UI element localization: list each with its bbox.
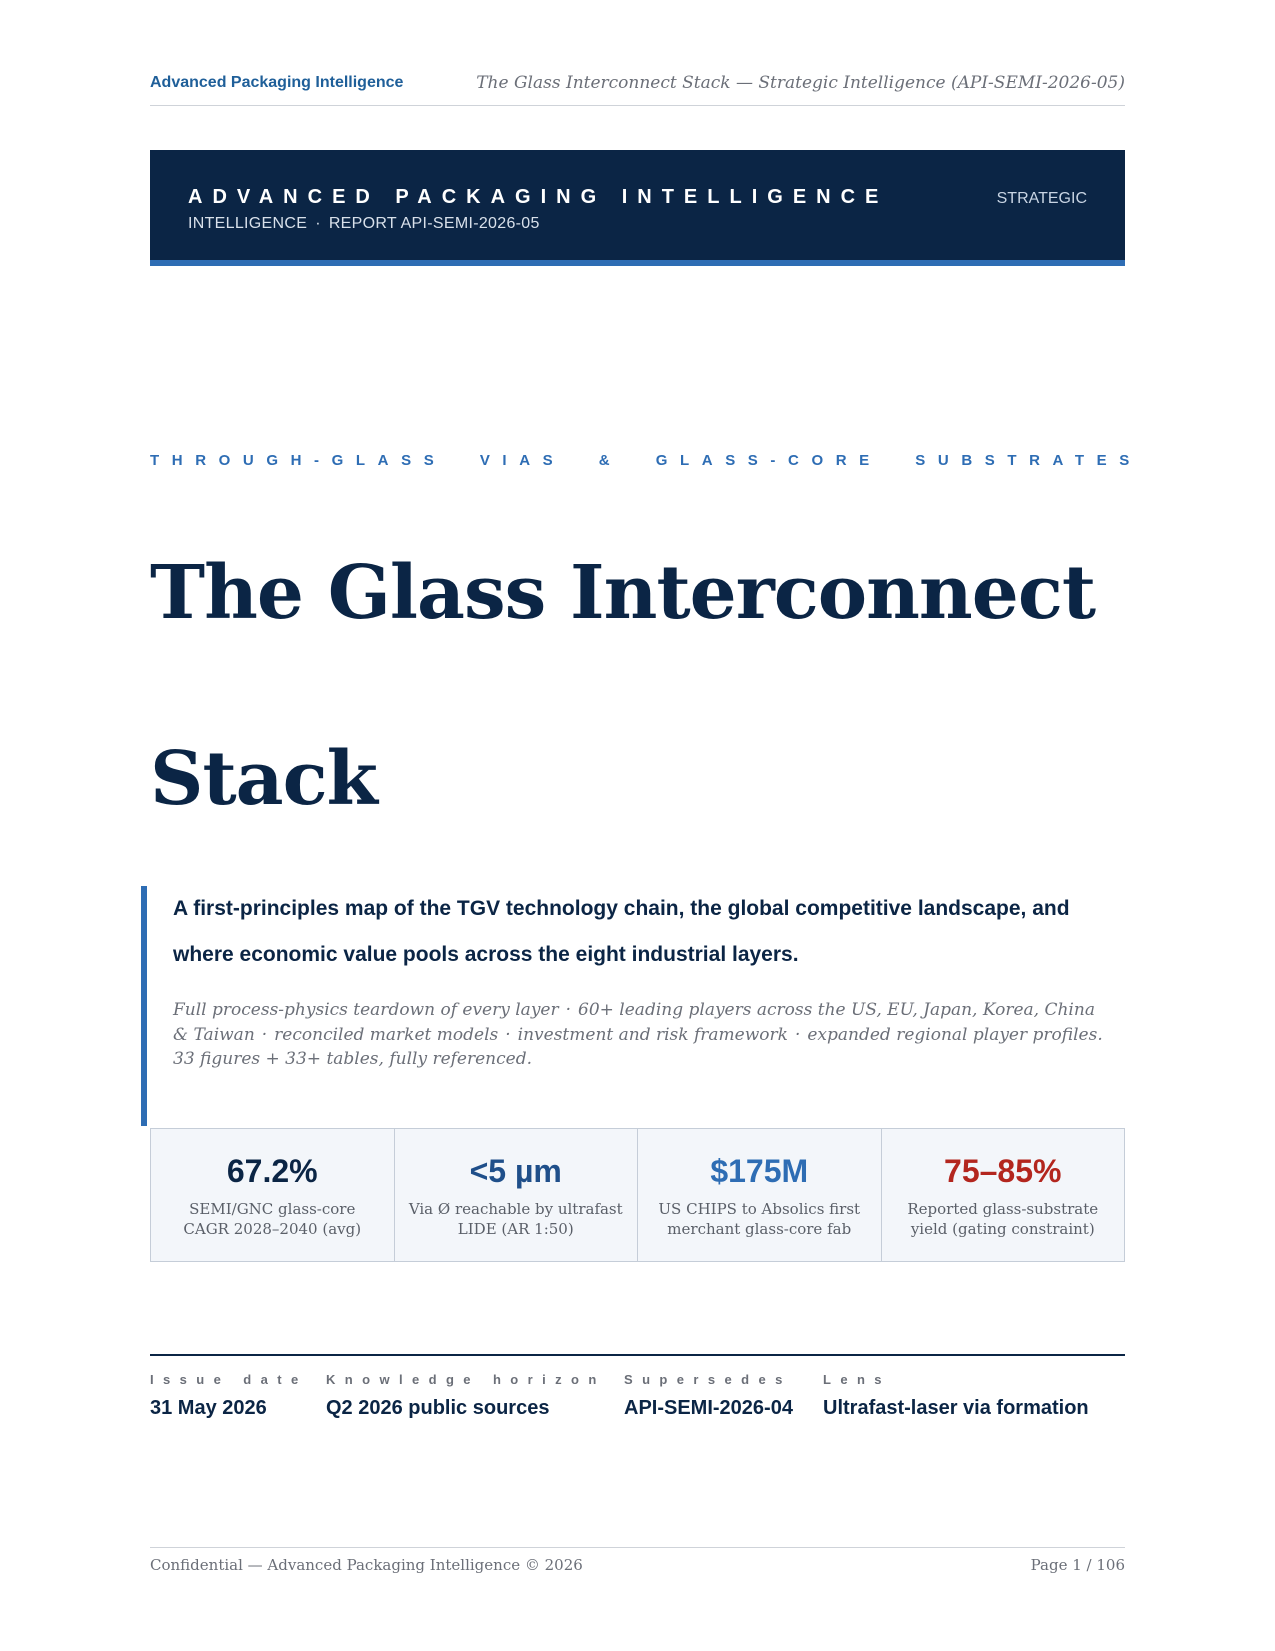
abstract-detail <box>173 998 1108 1072</box>
stat-label: US CHIPS to Absolics first merchant glass-core fab <box>658 1200 861 1238</box>
detail-separator: · <box>505 1024 511 1045</box>
stat-card <box>882 1129 1125 1261</box>
meta-lens <box>823 1372 1089 1420</box>
detail-item: Full process-physics teardown of every layer <box>173 1000 559 1020</box>
meta-supersedes <box>624 1372 793 1420</box>
report-banner <box>150 150 1125 266</box>
banner-sub-category: INTELLIGENCE <box>188 215 308 232</box>
stat-label: SEMI/GNC glass-core CAGR 2028–2040 (avg) <box>183 1200 362 1238</box>
stat-value: <5 µm <box>469 1153 562 1189</box>
footer-page-number: Page 1 / 106 <box>1030 1556 1125 1574</box>
abstract-block <box>141 886 1125 1126</box>
key-stats <box>150 1128 1125 1262</box>
cover-title <box>150 500 1125 872</box>
footer-confidential: Confidential — Advanced Packaging Intelligence © 2026 <box>150 1556 583 1574</box>
detail-item: 60+ leading players across the US, EU, Japan, Korea, China & Taiwan <box>173 1000 1095 1045</box>
meta-label: Issue date <box>150 1372 308 1387</box>
detail-separator: · <box>565 1000 572 1020</box>
header-divider <box>150 105 1125 106</box>
stat-value: $175M <box>710 1153 809 1189</box>
detail-separator: · <box>794 1024 801 1045</box>
detail-item: 33 figures + 33+ tables, fully referenced. <box>173 1049 532 1069</box>
banner-subtitle <box>188 215 540 233</box>
stat-value: 75–85% <box>944 1153 1062 1189</box>
detail-separator: · <box>261 1024 268 1045</box>
meta-value: Q2 2026 public sources <box>326 1397 550 1419</box>
stat-label: Via Ø reachable by ultrafast LIDE (AR 1:50) <box>408 1200 623 1238</box>
meta-label: Knowledge horizon <box>326 1372 606 1387</box>
detail-item: reconciled market models <box>274 1024 499 1045</box>
running-header-right: The Glass Interconnect Stack — Strategic Intelligence (API-SEMI-2026-05) <box>476 73 1125 93</box>
running-header-left: Advanced Packaging Intelligence <box>150 74 404 91</box>
meta-value: 31 May 2026 <box>150 1397 267 1419</box>
meta-label: Supersedes <box>624 1372 792 1387</box>
cover-kicker: THROUGH-GLASS VIAS & GLASS-CORE SUBSTRATES <box>150 452 1142 469</box>
meta-knowledge-horizon <box>326 1372 606 1420</box>
stat-label: Reported glass-substrate yield (gating constraint) <box>907 1200 1099 1238</box>
cover-title-line-1: The Glass Interconnect <box>150 550 1096 636</box>
detail-item: expanded regional player profiles. <box>807 1024 1103 1045</box>
meta-value: API-SEMI-2026-04 <box>624 1397 793 1419</box>
meta-value: Ultrafast-laser via formation <box>823 1397 1089 1419</box>
banner-sub-separator: · <box>315 215 321 232</box>
meta-divider <box>150 1354 1125 1356</box>
stat-card <box>151 1129 395 1261</box>
stat-value: 67.2% <box>226 1153 318 1189</box>
banner-tag: STRATEGIC <box>996 190 1087 207</box>
detail-item: investment and risk framework <box>517 1024 788 1045</box>
cover-title-line-2: Stack <box>150 736 377 822</box>
banner-sub-report-id: REPORT API-SEMI-2026-05 <box>328 215 540 232</box>
footer-divider <box>150 1547 1125 1548</box>
meta-label: Lens <box>823 1372 891 1387</box>
stat-card <box>395 1129 639 1261</box>
banner-brand: ADVANCED PACKAGING INTELLIGENCE <box>188 186 889 208</box>
meta-issue-date <box>150 1372 308 1420</box>
stat-card <box>638 1129 882 1261</box>
abstract-lead: A first-principles map of the TGV technology chain, the global competitive landscape, and where economic value pools across the eight industrial layers. <box>173 897 1070 966</box>
